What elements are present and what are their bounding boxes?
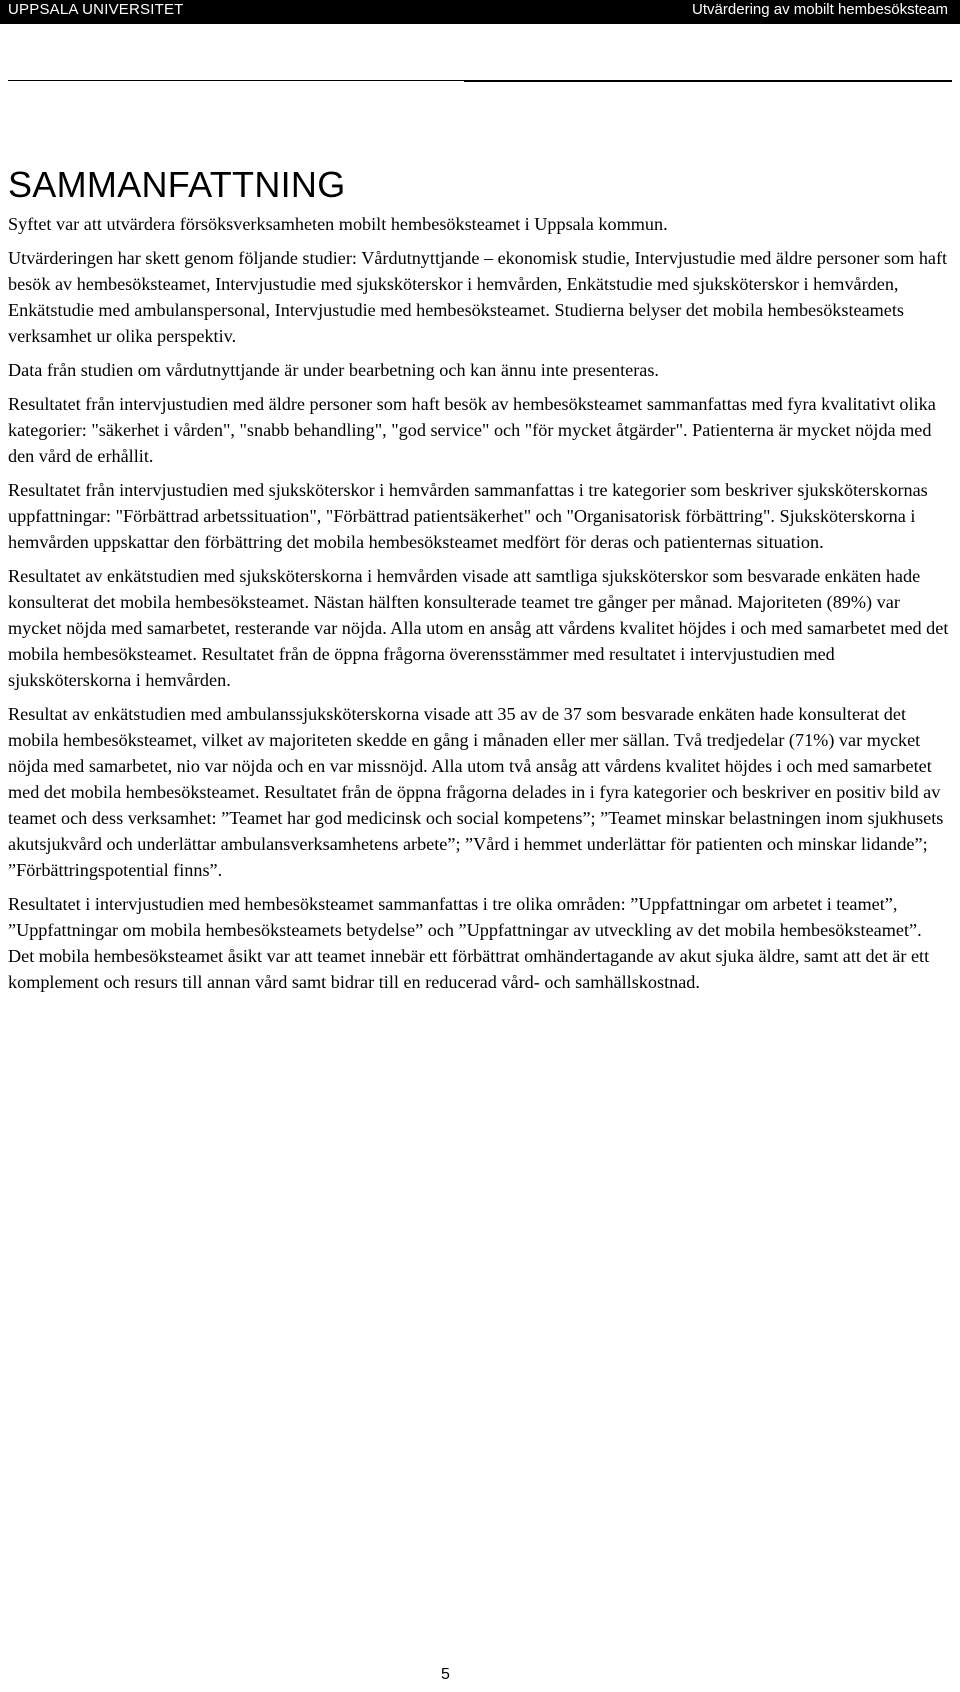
header-report-title: Utvärdering av mobilt hembesöksteam — [692, 1, 948, 18]
paragraph-care-utilization: Data från studien om vårdutnyttjande är under bearbetning och kan ännu inte presenteras. — [8, 360, 659, 380]
paragraph-studies: Utvärderingen har skett genom följande studier: Vårdutnyttjande – ekonomisk studie, Intervjustudie med äldre personer som haft besök av hembesöksteamet, Intervjustudie med sjuksköterskor i hemvården, Enkätstudie med sjuksköterskor i hemvården, Enkätstudie med ambulanspersonal, Intervjustudie med hembesöksteamet. Studierna belyser det mobila hembesöksteamets verksamhet ur olika perspektiv. — [8, 248, 948, 346]
paragraph-nurse-survey: Resultatet av enkätstudien med sjuksköterskorna i hemvården visade att samtliga sjuksköterskor som besvarade enkäten hade konsulterat det mobila hembesöksteamet. Nästan hälften konsulterade teamet tre gånger per månad. Majoriteten (89%) var mycket nöjda med samarbetet, resterande var nöjda. Alla utom en ansåg att vårdens kvalitet höjdes i och med samarbetet med det mobila hembesöksteamet. Resultatet från de öppna frågorna överensstämmer med resultatet i intervjustudien med sjuksköterskorna i hemvården. — [8, 566, 949, 690]
running-header — [0, 0, 960, 24]
paragraph-nurse-interviews: Resultatet från intervjustudien med sjuksköterskor i hemvården sammanfattas i tre kategorier som beskriver sjuksköterskornas uppfattningar: "Förbättrad arbetssituation", "Förbättrad patientsäkerhet" och "Organisatorisk förbättring". Sjuksköterskorna i hemvården uppskattar den förbättring det mobila hembesöksteamet medfört för deras och patienternas situation. — [8, 480, 928, 552]
paragraph-team-interviews: Resultatet i intervjustudien med hembesöksteamet sammanfattas i tre olika områden: ”Uppfattningar om arbetet i teamet”, ”Uppfattningar om mobila hembesöksteamets betydelse” och ”Uppfattningar av utveckling av det mobila hembesöksteamet”. Det mobila hembesöksteamet åsikt var att teamet innebär ett förbättrat omhändertagande av akut sjuka äldre, samt att det är ett komplement och resurs till annan vård samt bidrar till en reducerad vård- och samhällskostnad. — [8, 894, 930, 992]
header-divider-accent — [464, 80, 952, 82]
page-number: 5 — [441, 1666, 450, 1683]
summary-body — [8, 211, 952, 1003]
header-university: UPPSALA UNIVERSITET — [8, 1, 184, 18]
section-title: SAMMANFATTNING — [8, 164, 346, 205]
paragraph-purpose: Syftet var att utvärdera försöksverksamheten mobilt hembesöksteamet i Uppsala kommun. — [8, 214, 668, 234]
paragraph-ambulance-survey: Resultat av enkätstudien med ambulanssjuksköterskorna visade att 35 av de 37 som besvarade enkäten hade konsulterat det mobila hembesöksteamet, vilket av majoriteten skedde en gång i månaden eller mer sällan. Två tredjedelar (71%) var mycket nöjda med samarbetet, nio var nöjda och en var missnöjd. Alla utom två ansåg att vårdens kvalitet höjdes i och med samarbetet med det mobila hembesöksteamet. Resultatet från de öppna frågorna delades in i fyra kategorier och beskriver en positiv bild av teamet och dess verksamhet: ”Teamet har god medicinsk och social kompetens”; ”Teamet minskar belastningen inom sjukhusets akutsjukvård och underlättar ambulansverksamhetens arbete”; ”Vård i hemmet underlättar för patienten och minskar lidande”; ”Förbättringspotential finns”. — [8, 704, 944, 880]
paragraph-elderly-interviews: Resultatet från intervjustudien med äldre personer som haft besök av hembesöksteamet sammanfattas med fyra kvalitativt olika kategorier: "säkerhet i vården", "snabb behandling", "god service" och "för mycket åtgärder". Patienterna är mycket nöjda med den vård de erhållit. — [8, 394, 936, 466]
